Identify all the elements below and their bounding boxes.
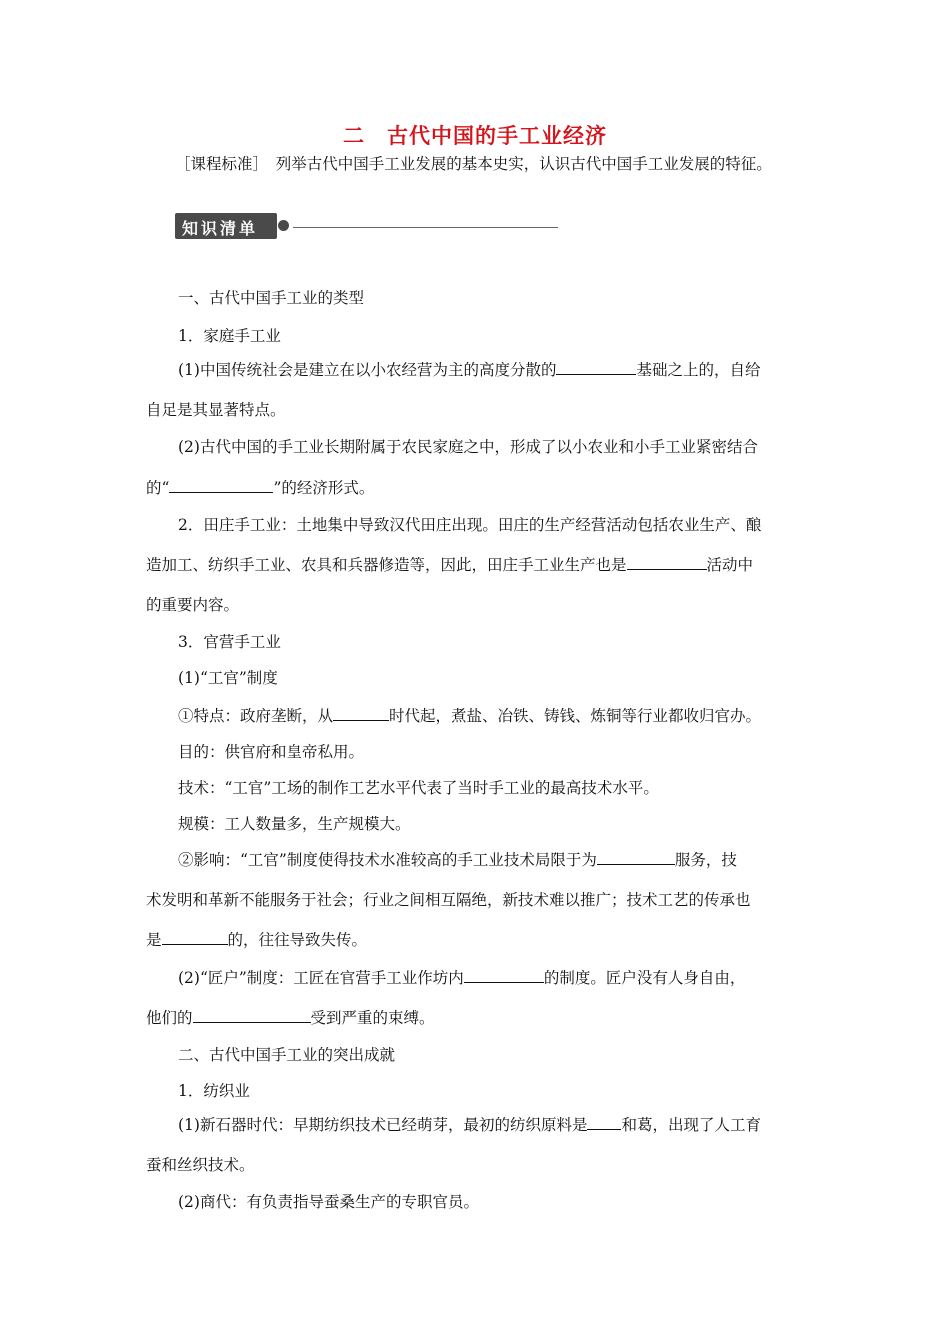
text-line xyxy=(178,668,278,688)
text-line xyxy=(146,890,751,910)
bullet-dot-icon xyxy=(278,220,289,231)
text-segment: (1)中国传统社会是建立在以小农经营为主的高度分散的 xyxy=(178,361,557,379)
text-segment: 3．官营手工业 xyxy=(178,633,281,651)
text-line xyxy=(178,1081,250,1101)
fill-in-blank[interactable] xyxy=(333,706,389,721)
text-segment: 是 xyxy=(146,931,162,949)
text-segment: 一、古代中国手工业的类型 xyxy=(178,289,365,307)
banner-label: 知识清单 xyxy=(182,219,259,238)
text-segment: 时代起，煮盐、冶铁、铸钱、炼铜等行业都收归官办。 xyxy=(389,707,762,725)
text-segment: 受到严重的束缚。 xyxy=(310,1009,435,1027)
text-line xyxy=(178,1115,761,1135)
text-line xyxy=(178,742,364,762)
fill-in-blank[interactable] xyxy=(627,555,707,570)
text-line xyxy=(178,778,659,798)
text-segment: 的重要内容。 xyxy=(146,596,240,614)
text-segment: 的“ xyxy=(146,479,170,497)
banner-box xyxy=(175,213,277,239)
text-line xyxy=(178,968,745,988)
text-segment: 1．家庭手工业 xyxy=(178,327,281,345)
text-line xyxy=(178,706,761,726)
fill-in-blank[interactable] xyxy=(556,360,636,375)
text-segment: (2)商代：有负责指导蚕桑生产的专职官员。 xyxy=(178,1193,479,1211)
text-line xyxy=(178,515,761,535)
text-segment: 自足是其显著特点。 xyxy=(146,401,286,419)
text-line xyxy=(178,326,281,346)
text-line xyxy=(146,1155,255,1175)
text-segment: 和葛，出现了人工育 xyxy=(621,1116,761,1134)
text-line xyxy=(146,1008,435,1028)
text-segment: (1)新石器时代：早期纺织技术已经萌芽，最初的纺织原料是 xyxy=(178,1116,588,1134)
text-line xyxy=(146,478,374,498)
text-line xyxy=(178,1192,479,1212)
text-segment: 造加工、纺织手工业、农具和兵器修造等，因此，田庄手工业生产也是 xyxy=(146,556,627,574)
text-segment: 基础之上的，自给 xyxy=(636,361,761,379)
text-line xyxy=(178,850,737,870)
text-segment: ②影响：“工官”制度使得技术水准较高的手工业技术局限于为 xyxy=(178,851,597,869)
text-segment: 1．纺织业 xyxy=(178,1082,250,1100)
text-segment: ”的经济形式。 xyxy=(273,479,375,497)
text-segment: 二、古代中国手工业的突出成就 xyxy=(178,1046,396,1064)
text-segment: (2)“匠户”制度：工匠在官营手工业作坊内 xyxy=(178,969,464,987)
text-segment: 术发明和革新不能服务于社会；行业之间相互隔绝，新技术难以推广；技术工艺的传承也 xyxy=(146,891,751,909)
text-line xyxy=(146,595,239,615)
text-line xyxy=(178,1045,395,1065)
text-segment: 2．田庄手工业：土地集中导致汉代田庄出现。田庄的生产经营活动包括农业生产、酿 xyxy=(178,516,762,534)
text-line xyxy=(146,400,286,420)
text-segment: 技术：“工官”工场的制作工艺水平代表了当时手工业的最高技术水平。 xyxy=(178,779,659,797)
text-segment: 服务，技 xyxy=(674,851,737,869)
fill-in-blank[interactable] xyxy=(597,850,675,865)
text-segment: (2)古代中国的手工业长期附属于农民家庭之中，形成了以小农业和小手工业紧密结合 xyxy=(178,438,758,456)
text-segment: 活动中 xyxy=(706,556,754,574)
text-segment: 他们的 xyxy=(146,1009,193,1027)
text-segment: 目的：供官府和皇帝私用。 xyxy=(178,743,365,761)
text-line xyxy=(146,930,367,950)
fill-in-blank[interactable] xyxy=(162,930,228,945)
text-segment: ①特点：政府垄断，从 xyxy=(178,707,334,725)
text-line xyxy=(178,360,760,380)
text-segment: 蚕和丝织技术。 xyxy=(146,1156,255,1174)
text-line xyxy=(146,555,753,575)
text-segment: 的制度。匠户没有人身自由， xyxy=(543,969,746,987)
text-segment: (1)“工官”制度 xyxy=(178,669,278,687)
text-line xyxy=(178,288,364,308)
lesson-title: 二 古代中国的手工业经济 xyxy=(343,124,607,148)
fill-in-blank[interactable] xyxy=(587,1115,621,1130)
fill-in-blank[interactable] xyxy=(464,968,544,983)
fill-in-blank[interactable] xyxy=(193,1008,311,1023)
curriculum-standard: ［课程标准］ 列举古代中国手工业发展的基本史实，认识古代中国手工业发展的特征。 xyxy=(175,155,772,173)
text-segment: 的，往往导致失传。 xyxy=(227,931,368,949)
text-line xyxy=(178,814,411,834)
banner-divider xyxy=(293,227,558,228)
text-line xyxy=(178,632,281,652)
text-line xyxy=(178,437,758,457)
fill-in-blank[interactable] xyxy=(169,478,273,493)
text-segment: 规模：工人数量多，生产规模大。 xyxy=(178,815,411,833)
